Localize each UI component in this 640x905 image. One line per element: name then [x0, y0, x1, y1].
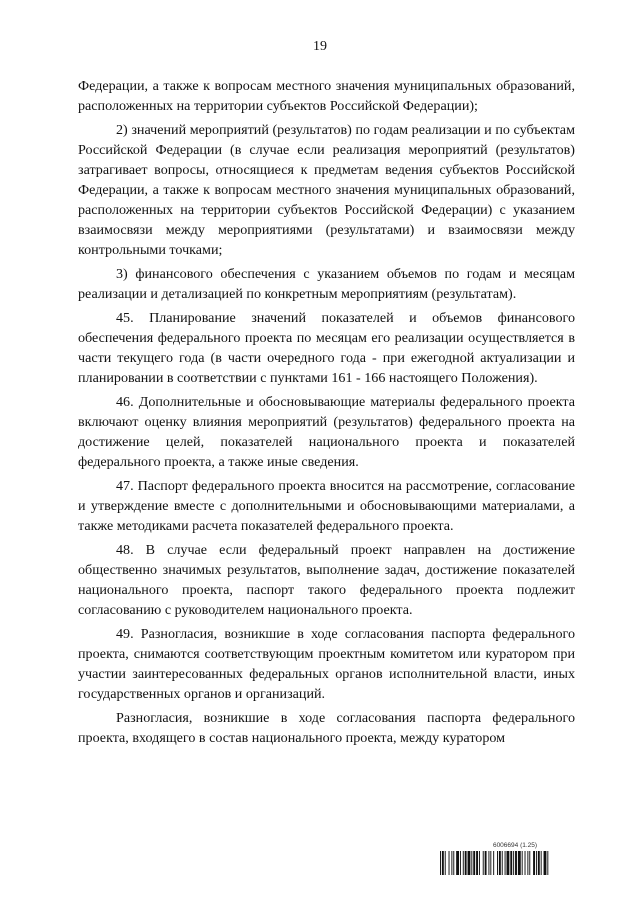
page-number: 19: [313, 39, 327, 54]
body-text: [78, 76, 575, 752]
paragraph-47: 47. Паспорт федерального проекта вносится на рассмотрение, согласование и утверждение вместе с дополнительными и обосновывающими материалами, а также методиками расчета показателей федерального проекта.: [78, 478, 575, 534]
paragraph-45: 45. Планирование значений показателей и объемов финансового обеспечения федерального проекта по месяцам его реализации осуществляется в части текущего года (в части очередного года - при ежегодной актуализации и планировании в соответствии с пунктами 161 - 166 настоящего Положения).: [78, 310, 575, 386]
paragraph-item-3: 3) финансового обеспечения с указанием объемов по годам и месяцам реализации и детализацией по конкретным мероприятиям (результатам).: [78, 266, 575, 302]
paragraph-item-2: 2) значений мероприятий (результатов) по годам реализации и по субъектам Российской Федерации (в случае если реализация мероприятий (результатов) затрагивает вопросы, относящиеся к предметам ведения субъектов Российской Федерации, а также к вопросам местного значения муниципальных образований, расположенных на территории субъектов Российской Федерации) с указанием взаимосвязи между мероприятиями (результатами) и взаимосвязи между контрольными точками;: [78, 122, 575, 258]
paragraph-49-continued: Разногласия, возникшие в ходе согласования паспорта федерального проекта, входящего в состав национального проекта, между куратором: [78, 710, 575, 746]
paragraph-48: 48. В случае если федеральный проект направлен на достижение общественно значимых результатов, выполнение задач, достижение показателей национального проекта, паспорт такого федерального проекта подлежит согласованию с руководителем национального проекта.: [78, 542, 575, 618]
document-code: 6006694 (1.25): [492, 842, 538, 849]
paragraph-49: 49. Разногласия, возникшие в ходе согласования паспорта федерального проекта, снимаются соответствующим проектным комитетом или куратором при участии заинтересованных федеральных органов исполнительной власти, иных государственных органов и организаций.: [78, 626, 575, 702]
paragraph-continuation: Федерации, а также к вопросам местного значения муниципальных образований, расположенных на территории субъектов Российской Федерации);: [78, 78, 575, 114]
paragraph-46: 46. Дополнительные и обосновывающие материалы федерального проекта включают оценку влияния мероприятий (результатов) федерального проекта на достижение целей, показателей национального проекта и показателей федерального проекта, а также иные сведения.: [78, 394, 575, 470]
barcode-icon: [440, 851, 590, 875]
